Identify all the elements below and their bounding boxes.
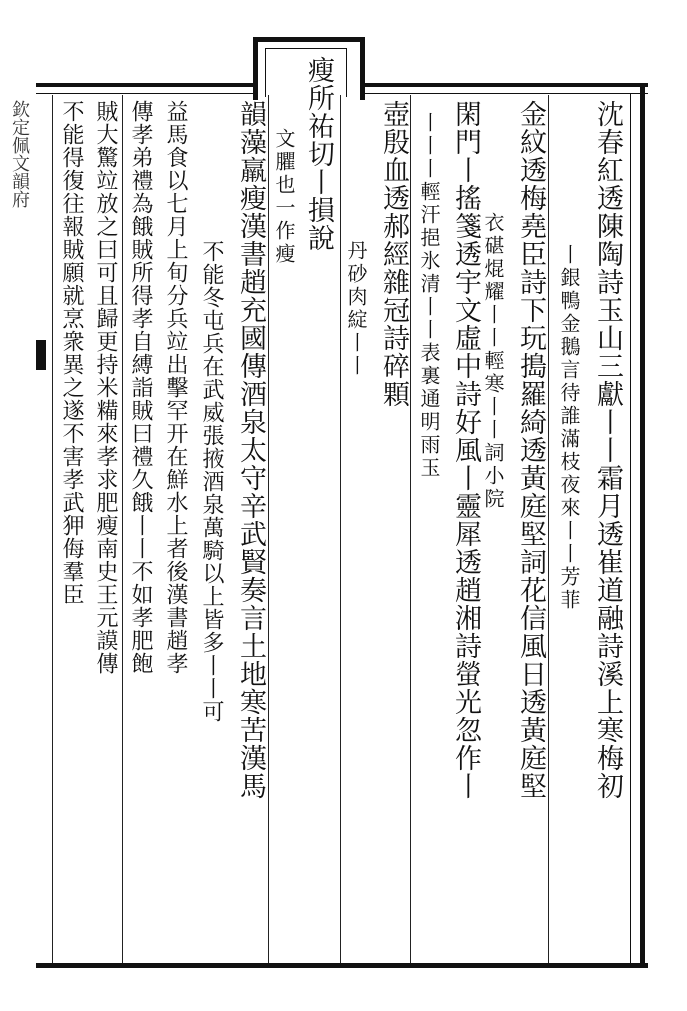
text-column-note: 丨丨丨輕汗挹氷清丨丨表裏通明雨玉 — [417, 112, 441, 480]
text-column-note: 丨銀鴨金鵝言待誰滿枝夜來丨丨芳菲 — [557, 244, 581, 612]
column-rule — [52, 95, 53, 963]
margin-mark — [36, 340, 46, 370]
text-column-note: 文臞也一作瘦 — [272, 128, 296, 266]
text-column: 不能得復往報賊願就烹衆異之遂不害孝武狎侮羣臣 — [59, 100, 84, 606]
text-column: 賊大驚竝放之曰可且歸更持米糒來孝求肥瘦南史王元謨傳 — [93, 100, 118, 675]
column-rule — [548, 95, 549, 963]
text-column: 韻藻羸瘦漢書趙充國傳酒泉太守辛武賢奏言土地寒苦漢馬 — [235, 100, 266, 800]
text-column-note: 衣碪焜耀丨丨輕寒丨丨詞小院 — [481, 212, 505, 511]
column-rule — [122, 95, 123, 963]
text-column: 傳孝弟禮為餓賊所得孝自縛詣賊曰禮久餓丨丨不如孝肥飽 — [128, 100, 153, 675]
frame-bottom-border — [36, 963, 648, 968]
headword-column: 瘦所祐切丨損說 — [303, 56, 334, 252]
text-column: 金紋透梅堯臣詩下玩搗羅綺透黃庭堅詞花信風日透黃庭堅 — [515, 100, 546, 800]
column-rule — [268, 95, 269, 963]
frame-right-border — [640, 83, 645, 968]
margin-edge-text: 欽定佩文韻府 — [9, 100, 30, 208]
text-column: 不能冬屯兵在武威張掖酒泉萬騎以上皆多丨丨可 — [199, 240, 224, 723]
text-column-note: 丹砂肉綻丨丨 — [344, 240, 368, 378]
column-rule — [340, 95, 341, 963]
frame-right-inner-border — [630, 93, 631, 963]
text-column: 沈春紅透陳陶詩玉山三獻丨丨霜月透崔道融詩溪上寒梅初 — [592, 100, 623, 800]
text-column: 壺殷血透郝經雜冠詩碎顆 — [378, 100, 409, 408]
text-column: 閑門丨搖箋透宇文虛中詩好風丨靈犀透趙湘詩螢光忽作丨 — [450, 100, 481, 800]
text-column: 益馬食以七月上旬分兵竝出擊罕开在鮮水上者後漢書趙孝 — [163, 100, 188, 675]
